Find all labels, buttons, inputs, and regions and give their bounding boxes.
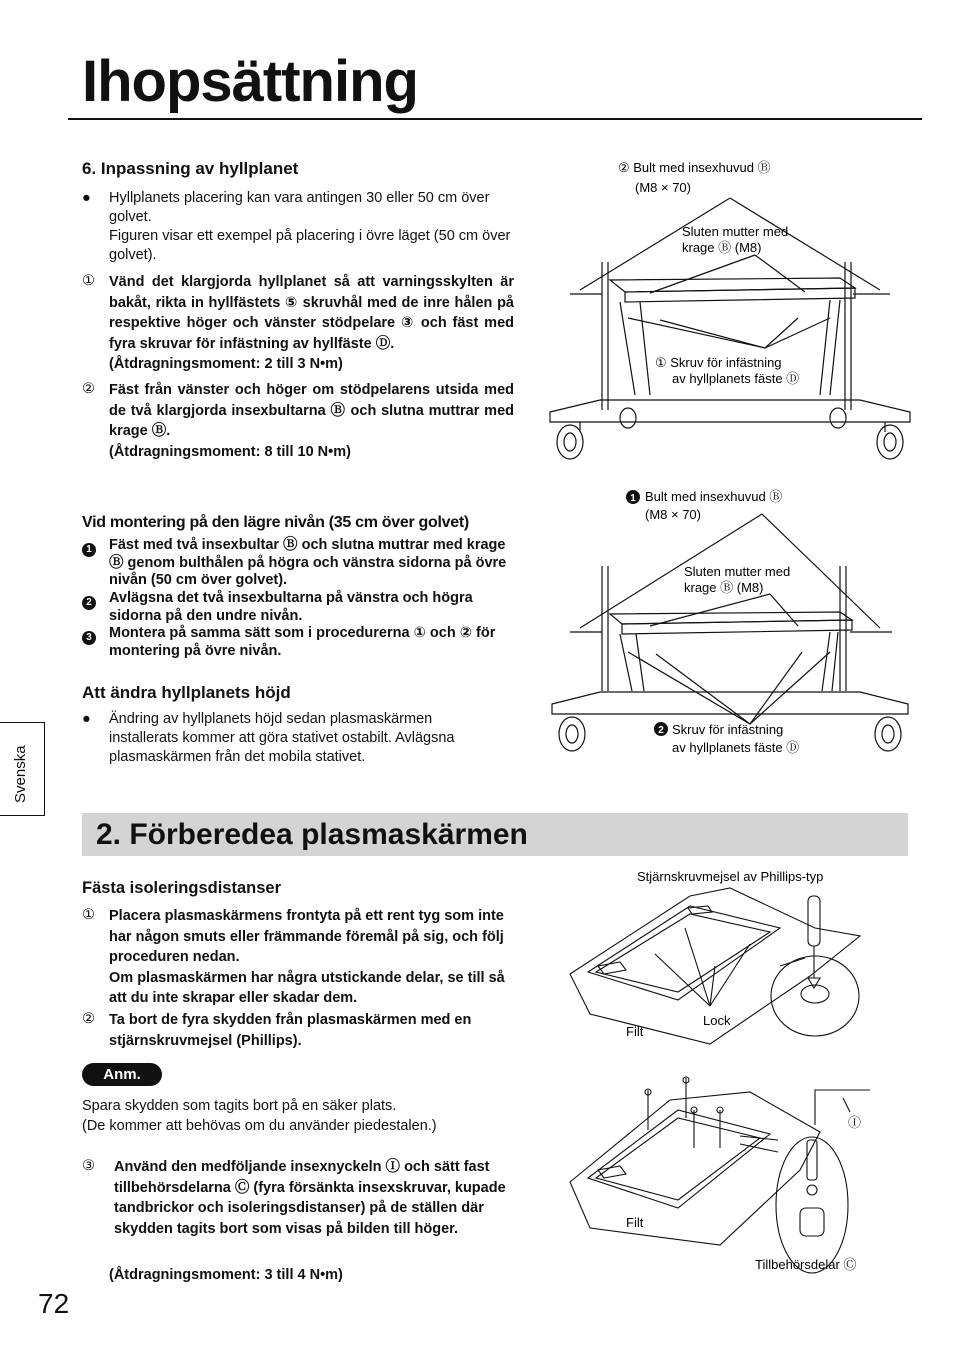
fig1-screw-label-2: av hyllplanets fäste Ⓓ (672, 371, 800, 386)
item2-torque: (Åtdragningsmoment: 8 till 10 N•m) (109, 443, 351, 460)
figure-shelf-upper (540, 150, 920, 470)
section2-item3 (82, 1157, 512, 1239)
lower-item-1 (82, 537, 514, 590)
page-title: Ihopsättning (82, 49, 418, 114)
note-text-1: Spara skydden som tagits bort på en säker plats. (82, 1098, 397, 1114)
height-heading: Att ändra hyllplanets höjd (82, 683, 291, 702)
fig4-parts-label: Tillbehörsdelar Ⓒ (755, 1257, 857, 1272)
section2-subheading: Fästa isoleringsdistanser (82, 879, 281, 897)
fig1-nut-label-1: Sluten mutter med (682, 224, 789, 239)
fig2-bolt-label: Bult med insexhuvud Ⓑ (645, 489, 783, 504)
fig3-cloth-label: Filt (626, 1024, 644, 1039)
figure-remove-covers (560, 866, 880, 1046)
fig1-bolt-label: ② Bult med insexhuvud Ⓑ (618, 160, 771, 175)
fig2-bolt-size: (M8 × 70) (645, 507, 701, 522)
lower-item-text: Fäst med två insexbultar Ⓑ och slutna muttrar med krage Ⓑ genom bulthålen på högra och vänstra sidorna på övre nivån (50 cm över golvet). (109, 537, 507, 588)
fig2-nut-label-2: krage Ⓑ (M8) (684, 580, 764, 595)
fig4-cloth-label: Filt (626, 1215, 644, 1230)
fig1-bolt-size: (M8 × 70) (635, 180, 691, 195)
lower-item-text: Montera på samma sätt som i procedurerna ① och ② för montering på övre nivån. (109, 625, 496, 659)
lower-item-2 (82, 590, 514, 625)
fig3-lock-label: Lock (703, 1013, 731, 1028)
item1-torque: (Åtdragningsmoment: 2 till 3 N•m) (109, 356, 343, 372)
lower-heading: Vid montering på den lägre nivån (35 cm över golvet) (82, 514, 469, 531)
fig2-screw-mark: 2 (658, 725, 664, 736)
step6-heading: 6. Inpassning av hyllplanet (82, 159, 299, 178)
height-text: Ändring av hyllplanets höjd sedan plasmaskärmen installerats kommer att göra stativet ostabilt. Avlägsna plasmaskärmen från det mobila stativet. (109, 711, 455, 765)
s2-item3-torque: (Åtdragningsmoment: 3 till 4 N•m) (109, 1267, 343, 1283)
page-number: 72 (38, 1288, 70, 1319)
s2-item2-text: Ta bort de fyra skydden från plasmaskärmen med en stjärnskruvmejsel (Phillips). (109, 1012, 472, 1049)
figure-attach-parts (560, 1070, 880, 1275)
fig2-bolt-mark: 1 (630, 493, 636, 504)
item-number: ② (82, 1011, 95, 1027)
section2-item1 (82, 906, 514, 1009)
fig1-screw-label-1: ① Skruv för infästning (655, 355, 782, 370)
language-tab-label: Svenska (12, 745, 29, 803)
number-badge-icon: 1 (82, 543, 96, 557)
item-number: ① (82, 273, 95, 289)
bullet-text-b: Figuren visar ett exempel på placering i övre läget (50 cm över golvet). (109, 228, 511, 263)
bullet-icon: ● (82, 711, 91, 727)
title-rule (68, 118, 922, 120)
fig2-nut-label-1: Sluten mutter med (684, 564, 791, 579)
s2-item1-text-b: Om plasmaskärmen har några utstickande delar, se till så att du inte skrapar eller skadar dem. (109, 969, 505, 1006)
fig1-nut-label-2: krage Ⓑ (M8) (682, 240, 762, 255)
bullet-icon: ● (82, 190, 91, 206)
item1-text: Vänd det klargjorda hyllplanet så att varningsskylten är bakåt, rikta in hyllfästets ⑤ skruvhål med de inre hålen på respektive höger och vänster stödpelare ③ och fäst med fyra skruvar för infästning av hyllfäste Ⓓ. (109, 274, 514, 352)
item-number: ① (82, 907, 95, 923)
section-header (82, 813, 908, 856)
language-tab (0, 722, 45, 816)
s2-item1-text: Placera plasmaskärmens frontyta på ett rent tyg som inte har någon smuts eller främmande föremål på sig, och följ proceduren nedan. (109, 908, 504, 965)
fig2-screw-label-2: av hyllplanets fäste Ⓓ (672, 740, 800, 755)
lower-item-text: Avlägsna det två insexbultarna på vänstra och högra sidorna på den undre nivån. (109, 590, 473, 624)
item-number: ② (82, 381, 95, 397)
section-title: 2. Förberedea plasmaskärmen (96, 818, 528, 851)
fig4-key-label: Ⓘ (848, 1115, 862, 1130)
number-badge-icon: 2 (82, 596, 96, 610)
item-number: ③ (82, 1158, 95, 1174)
section2-item2 (82, 1010, 514, 1051)
step6-item1 (82, 272, 514, 375)
figure-shelf-lower (540, 486, 920, 766)
note-badge: Anm. (82, 1063, 162, 1086)
bullet-text-a: Hyllplanets placering kan vara antingen 30 eller 50 cm över golvet. (109, 190, 490, 225)
fig2-screw-label-1: Skruv för infästning (672, 722, 784, 737)
item2-text: Fäst från vänster och höger om stödpelarens utsida med de två klargjorda insexbultarna Ⓑ och slutna muttrar med krage Ⓑ. (109, 382, 514, 439)
lower-item-3 (82, 625, 514, 660)
step6-item2 (82, 380, 514, 462)
step6-bullet (82, 189, 514, 265)
height-bullet (82, 710, 502, 767)
number-badge-icon: 3 (82, 631, 96, 645)
s2-item3-text: Använd den medföljande insexnyckeln Ⓘ och sätt fast tillbehörsdelarna Ⓒ (fyra försänkta insexskruvar, kupade tandbrickor och isoleringsdistanser) på de ställen där skydden tagits bort som visas på bilden till höger. (114, 1159, 506, 1237)
fig3-driver-label: Stjärnskruvmejsel av Phillips-typ (637, 869, 824, 884)
note-text-2: (De kommer att behövas om du använder piedestalen.) (82, 1118, 437, 1134)
